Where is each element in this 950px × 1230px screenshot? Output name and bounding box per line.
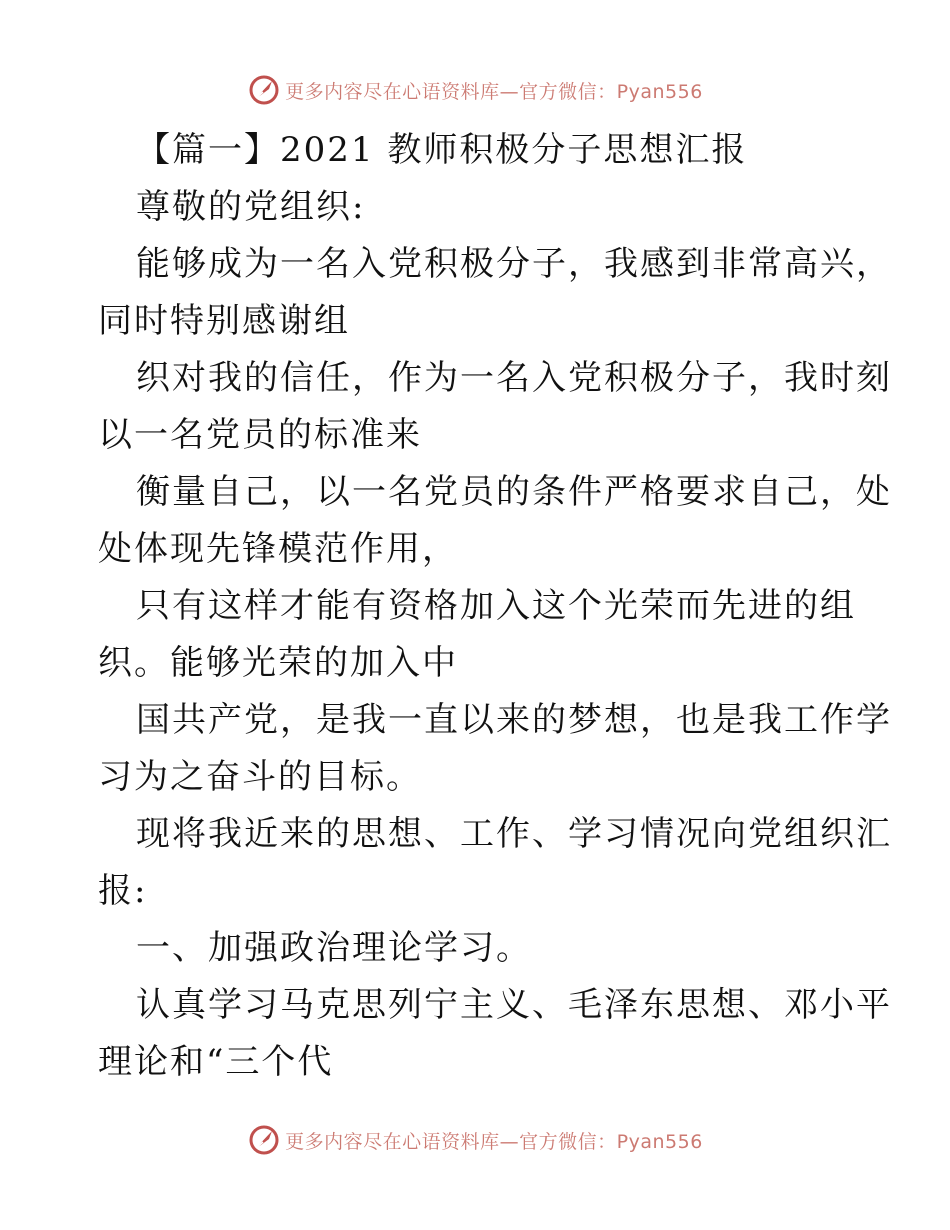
text-line: 国共产党，是我一直以来的梦想，也是我工作学 bbox=[136, 700, 892, 740]
footer-watermark bbox=[0, 1120, 950, 1160]
text-line: 只有这样才能有资格加入这个光荣而先进的组 bbox=[136, 586, 856, 626]
text-line: 【篇一】2021 教师积极分子思想汇报 bbox=[136, 130, 748, 170]
text-line: 能够成为一名入党积极分子，我感到非常高兴， bbox=[136, 244, 892, 284]
document-body bbox=[98, 122, 892, 1091]
quill-logo-icon bbox=[247, 73, 281, 107]
text-line: 尊敬的党组织: bbox=[136, 187, 366, 227]
text-line: 同时特别感谢组 bbox=[98, 301, 350, 341]
text-line: 理论和“三个代 bbox=[98, 1042, 334, 1082]
text-line: 一、加强政治理论学习。 bbox=[136, 928, 532, 968]
text-line: 习为之奋斗的目标。 bbox=[98, 757, 422, 797]
text-line: 处体现先锋模范作用， bbox=[98, 529, 458, 569]
text-line: 报: bbox=[98, 871, 148, 911]
text-line: 织对我的信任，作为一名入党积极分子，我时刻 bbox=[136, 358, 892, 398]
watermark-text: 更多内容尽在心语资料库—官方微信：Pyan556 bbox=[285, 1130, 703, 1153]
text-line: 衡量自己，以一名党员的条件严格要求自己，处 bbox=[136, 472, 892, 512]
text-line: 现将我近来的思想、工作、学习情况向党组织汇 bbox=[136, 814, 892, 854]
text-line: 织。能够光荣的加入中 bbox=[98, 643, 458, 683]
watermark-text: 更多内容尽在心语资料库—官方微信：Pyan556 bbox=[285, 80, 703, 103]
text-line: 以一名党员的标准来 bbox=[98, 415, 422, 455]
text-line: 认真学习马克思列宁主义、毛泽东思想、邓小平 bbox=[136, 985, 892, 1025]
quill-logo-icon bbox=[247, 1123, 281, 1157]
header-watermark bbox=[0, 70, 950, 110]
